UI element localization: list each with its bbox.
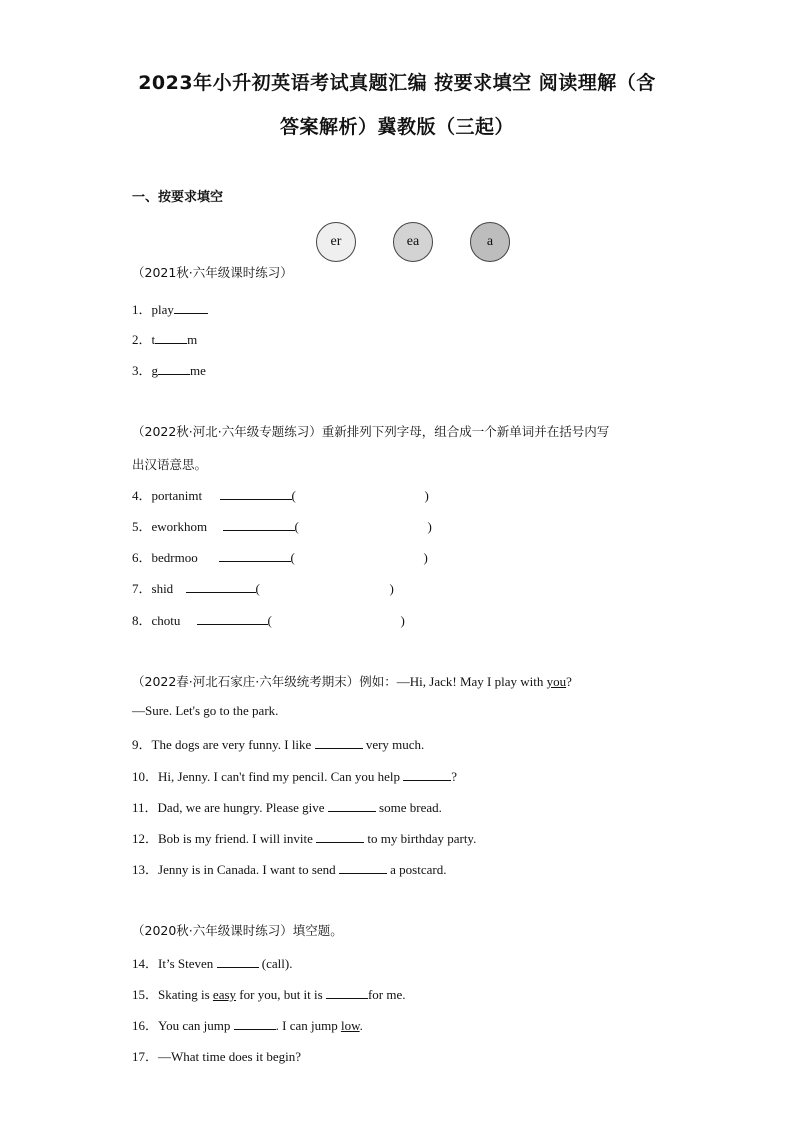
group3-example-line2: —Sure. Let's go to the park. (132, 703, 279, 718)
question-2: 2．t m (132, 332, 198, 347)
answer-blank[interactable] (328, 799, 376, 812)
answer-blank[interactable] (316, 830, 364, 843)
page-title-line-2: 答案解析）冀教版（三起） (279, 116, 514, 138)
answer-blank[interactable] (155, 331, 187, 344)
answer-blank[interactable] (197, 612, 268, 625)
page-title-line-1: 2023年小升初英语考试真题汇编 按要求填空 阅读理解（含 (138, 72, 656, 94)
answer-blank[interactable] (339, 861, 387, 874)
question-6: 6．bedrmoo ( ) (132, 550, 428, 565)
group2-source-line1: （2022秋·河北·六年级专题练习）重新排列下列字母，组合成一个新单词并在括号内写 (132, 424, 610, 439)
answer-blank[interactable] (315, 736, 363, 749)
section-heading: 一、按要求填空 (132, 190, 224, 205)
answer-blank[interactable] (234, 1017, 276, 1030)
question-8: 8．chotu ( ) (132, 613, 405, 628)
answer-blank[interactable] (186, 580, 256, 593)
question-1: 1．play (132, 299, 208, 318)
letter-circle-ea: ea (393, 222, 433, 262)
answer-blank[interactable] (223, 518, 295, 531)
group2-source-line2: 出汉语意思。 (132, 457, 208, 472)
answer-blank[interactable] (220, 487, 292, 500)
question-16: 16．You can jump . I can jump low. (132, 1018, 363, 1033)
group3-example-line1: （2022春·河北石家庄·六年级统考期末）例如：—Hi, Jack! May I play with you? (132, 674, 572, 689)
question-3: 3．g me (132, 363, 206, 378)
question-9: 9．The dogs are very funny. I like very much. (132, 737, 425, 752)
question-12: 12．Bob is my friend. I will invite to my birthday party. (132, 831, 477, 846)
answer-blank[interactable] (219, 549, 291, 562)
question-15: 15．Skating is easy for you, but it is for me. (132, 987, 406, 1002)
group4-source: （2020秋·六年级课时练习）填空题。 (132, 923, 343, 938)
group1-source: （2021秋·六年级课时练习） (132, 265, 293, 280)
answer-blank[interactable] (403, 768, 451, 781)
answer-blank[interactable] (158, 362, 190, 375)
question-13: 13．Jenny is in Canada. I want to send a postcard. (132, 862, 447, 877)
question-10: 10．Hi, Jenny. I can't find my pencil. Can you help ? (132, 769, 457, 784)
question-11: 11．Dad, we are hungry. Please give some bread. (132, 800, 442, 815)
answer-blank[interactable] (326, 986, 368, 999)
answer-blank[interactable] (174, 301, 208, 314)
question-4: 4．portanimt ( ) (132, 488, 429, 503)
question-17: 17．—What time does it begin? (132, 1049, 301, 1064)
letter-circle-a: a (470, 222, 510, 262)
letter-circle-er: er (316, 222, 356, 262)
question-14: 14．It’s Steven (call). (132, 956, 293, 971)
question-7: 7．shid ( ) (132, 581, 394, 596)
answer-blank[interactable] (217, 955, 259, 968)
question-5: 5．eworkhom ( ) (132, 519, 432, 534)
